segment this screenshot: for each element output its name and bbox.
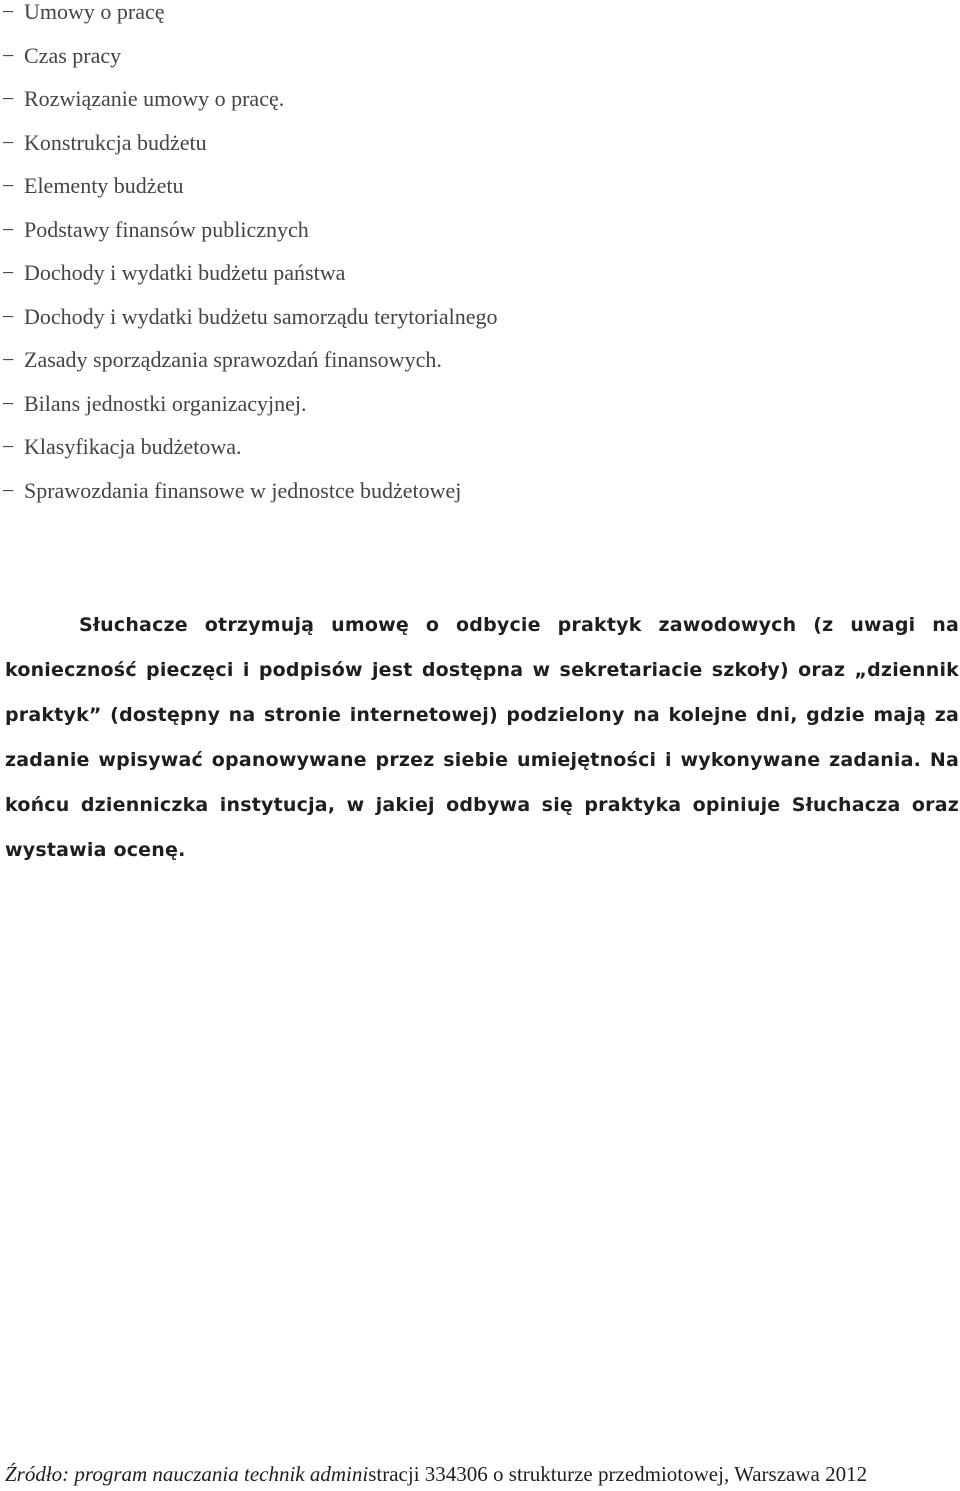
dash-bullet: − (2, 434, 15, 459)
list-item (0, 435, 960, 479)
list-item (0, 218, 960, 262)
topic-list (0, 0, 960, 522)
dash-bullet: − (2, 129, 15, 155)
list-item-text: Sprawozdania finansowe w jednostce budżetowej (24, 477, 462, 503)
dash-bullet: − (2, 42, 15, 68)
list-item-text: Elementy budżetu (24, 173, 184, 198)
list-item-text: Klasyfikacja budżetowa. (24, 434, 242, 459)
list-item-text: Zasady sporządzania sprawozdań finansowych. (24, 347, 442, 372)
list-item (0, 44, 960, 88)
list-item-text: Czas pracy (24, 42, 122, 68)
list-item-text: Bilans jednostki organizacyjnej. (24, 390, 307, 416)
dash-bullet: − (2, 216, 15, 242)
list-item (0, 261, 960, 305)
list-item-text: Rozwiązanie umowy o pracę. (24, 86, 285, 111)
dash-bullet: − (2, 303, 15, 329)
list-item (0, 479, 960, 523)
source-regular-text: stracji 334306 o strukturze przedmiotowej, Warszawa 2012 (368, 1462, 868, 1486)
list-item-text: Umowy o pracę (24, 0, 165, 24)
list-item (0, 348, 960, 392)
dash-bullet: − (2, 477, 15, 503)
list-item-text: Podstawy finansów publicznych (24, 216, 309, 242)
dash-bullet: − (2, 390, 15, 416)
list-item (0, 131, 960, 175)
list-item (0, 0, 960, 44)
source-italic-text: Źródło: program nauczania technik admini (5, 1462, 369, 1486)
list-item-text: Konstrukcja budżetu (24, 129, 207, 155)
list-item (0, 174, 960, 218)
list-item-text: Dochody i wydatki budżetu państwa (24, 260, 346, 285)
internship-description: Słuchacze otrzymują umowę o odbycie praktyk zawodowych (z uwagi na konieczność pieczęci i podpisów jest dostępna w sekretariacie szkoły) oraz „dziennik praktyk” (dostępny na stronie internetowej) podzielony na kolejne dni, gdzie mają za zadanie wpisywać opanowywane przez siebie umiejętności i wykonywane zadania. Na końcu dzienniczka instytucja, w jakiej odbywa się praktyka opiniuje Słuchacza oraz wystawia ocenę. (5, 614, 959, 861)
dash-bullet: − (2, 347, 15, 372)
list-item-text: Dochody i wydatki budżetu samorządu terytorialnego (24, 303, 498, 329)
list-item (0, 305, 960, 349)
dash-bullet: − (2, 173, 15, 198)
source-footnote (5, 1460, 960, 1488)
dash-bullet: − (2, 86, 15, 111)
dash-bullet: − (2, 260, 15, 285)
list-item (0, 392, 960, 436)
list-item (0, 87, 960, 131)
dash-bullet: − (2, 0, 15, 24)
